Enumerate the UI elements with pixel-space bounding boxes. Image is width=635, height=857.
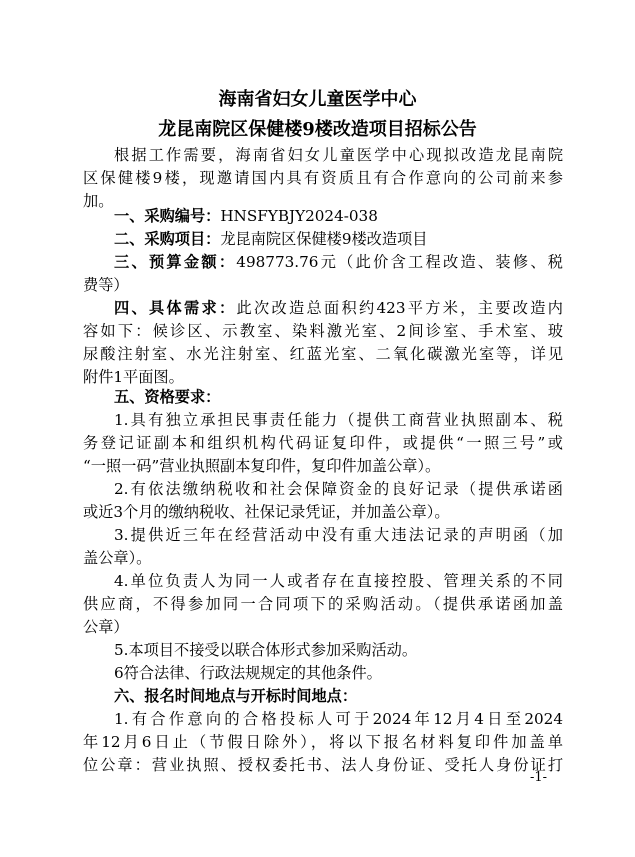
- procurement-project-value: 龙昆南院区保健楼9楼改造项目: [220, 230, 428, 248]
- page-number: -1-: [530, 770, 548, 785]
- qualification-1-line-3: “一照一码”营业执照副本复印件，复印件加盖公章）。: [83, 457, 441, 475]
- document-title-line1: 海南省妇女儿童医学中心: [218, 89, 417, 110]
- registration-line-2: 年12月6日止（节假日除外），将以下报名材料复印件加盖单: [83, 733, 563, 751]
- section-qualifications: 五、资格要求：: [114, 388, 221, 406]
- qualification-1-line-2: 务登记证副本和组织机构代码证复印件，或提供“一照三号”或: [83, 434, 563, 452]
- section-label: 四、具体需求：: [114, 299, 237, 317]
- intro-line-1: 根据工作需要，海南省妇女儿童医学中心现拟改造龙昆南院: [114, 146, 563, 164]
- intro-line-3: 加。: [83, 192, 114, 210]
- qualification-5: 5.本项目不接受以联合体形式参加采购活动。: [114, 641, 418, 659]
- section-label: 二、采购项目：: [114, 230, 221, 248]
- budget-value: 498773.76元（此价含工程改造、装修、税: [236, 253, 563, 271]
- requirements-line-4: 附件1平面图。: [83, 368, 184, 386]
- registration-line-3: 位公章：营业执照、授权委托书、法人身份证、受托人身份证打: [83, 756, 563, 774]
- section-label: 三、预算金额：: [114, 253, 237, 271]
- requirements-line-2: 容如下：候诊区、示教室、染料激光室、2间诊室、手术室、玻: [83, 322, 563, 340]
- section-budget: [114, 250, 563, 274]
- qualification-4-line-2: 供应商，不得参加同一合同项下的采购活动。（提供承诺函加盖: [83, 595, 563, 613]
- intro-line-2: 区保健楼9楼，现邀请国内具有资质且有合作意向的公司前来参: [83, 169, 563, 187]
- qualification-6: 6符合法律、行政法规规定的其他条件。: [114, 664, 382, 682]
- qualification-3-line-1: 3.提供近三年在经营活动中没有重大违法记录的声明函（加: [114, 526, 563, 544]
- section-registration: 六、报名时间地点与开标时间地点：: [114, 687, 357, 705]
- section-requirements: [114, 296, 563, 320]
- registration-line-1: 1.有合作意向的合格投标人可于2024年12月4日至2024: [114, 710, 563, 728]
- section-label: 一、采购编号：: [114, 207, 221, 225]
- procurement-number-value: HNSFYBJY2024-038: [220, 207, 378, 225]
- qualification-4-line-3: 公章）: [83, 618, 129, 636]
- qualification-2-line-2: 或近3个月的缴纳税收、社保记录凭证，并加盖公章）。: [83, 503, 450, 521]
- requirements-value: 此次改造总面积约423平方米，主要改造内: [236, 299, 563, 317]
- requirements-line-3: 尿酸注射室、水光注射室、红蓝光室、二氧化碳激光室等，详见: [83, 345, 563, 363]
- budget-line-2: 费等）: [83, 276, 129, 294]
- qualification-4-line-1: 4.单位负责人为同一人或者存在直接控股、管理关系的不同: [114, 572, 563, 590]
- qualification-2-line-1: 2.有依法缴纳税收和社会保障资金的良好记录（提供承诺函: [114, 480, 563, 498]
- section-procurement-project: [114, 227, 563, 251]
- document-title-line2: 龙昆南院区保健楼9楼改造项目招标公告: [158, 119, 477, 140]
- section-procurement-number: [114, 204, 563, 228]
- qualification-1-line-1: 1.具有独立承担民事责任能力（提供工商营业执照副本、税: [114, 411, 563, 429]
- qualification-3-line-2: 盖公章）。: [83, 549, 152, 567]
